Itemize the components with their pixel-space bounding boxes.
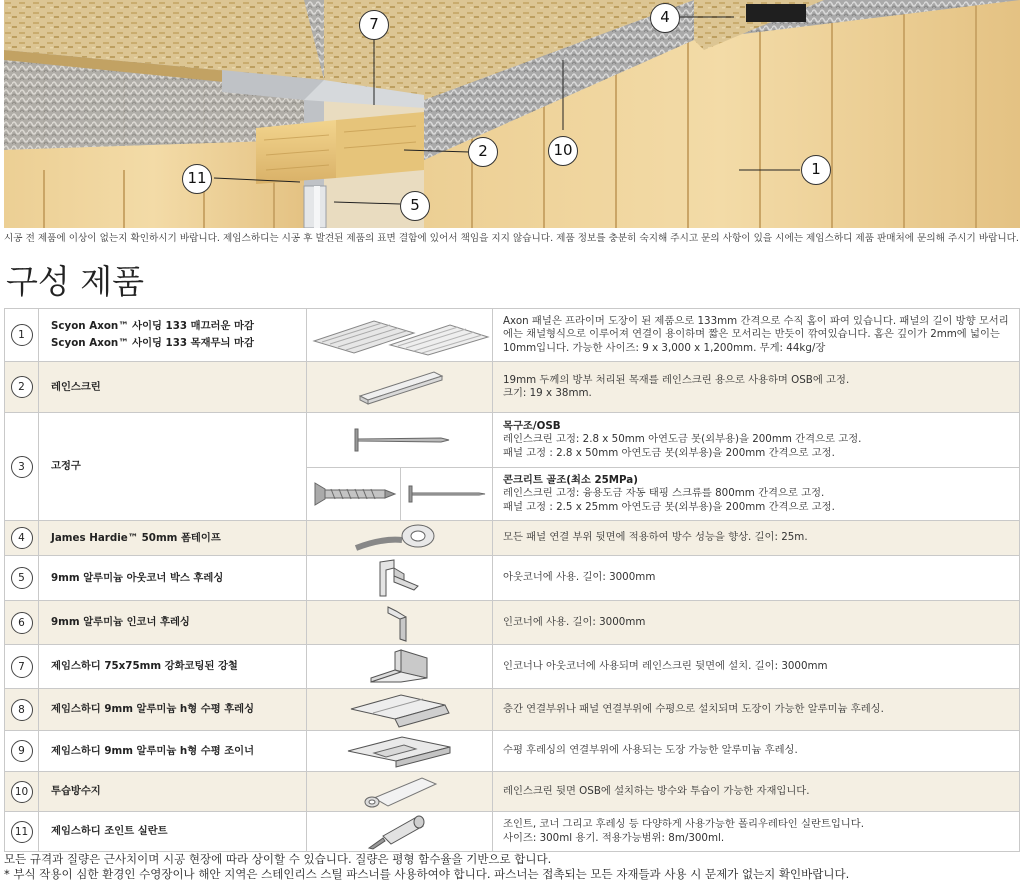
- product-description: 콘크리트 골조(최소 25MPa) 레인스크린 고정: 융용도금 자동 태핑 스크류를 800mm 간격으로 고정. 패널 고정 : 2.5 x 25mm 아연도금 못(외부용)을 200mm 간격으로 고정.: [493, 468, 1020, 521]
- footnote-corrosion: * 부식 작용이 심한 환경인 수영장이나 해안 지역은 스테인리스 스틸 파스너를 사용하여야 합니다. 파스너는 접촉되는 모든 자재들과 사용 시 문제가 없는지 확인바랍니다.: [4, 867, 850, 881]
- product-table: [4, 308, 1020, 852]
- table-row: [5, 731, 1020, 772]
- nail-icon: [345, 425, 455, 455]
- screw-icon: [311, 479, 397, 509]
- product-description: 19mm 두께의 방부 처리된 목재를 레인스크린 용으로 사용하며 OSB에 고정. 크기: 19 x 38mm.: [493, 362, 1020, 413]
- nail-icon: [405, 482, 489, 506]
- product-name: Scyon Axon™ 사이딩 133 매끄러운 마감 Scyon Axon™ 사이딩 133 목재무늬 마감: [39, 309, 307, 362]
- callout-11: 11: [182, 164, 212, 194]
- product-description: 수평 후레싱의 연결부위에 사용되는 도장 가능한 알루미늄 후레싱.: [493, 731, 1020, 772]
- callout-7: 7: [359, 10, 389, 40]
- table-row: [5, 601, 1020, 645]
- inside-corner-flashing-icon: [380, 603, 420, 643]
- item-number: 5: [11, 567, 33, 589]
- item-number: 1: [11, 324, 33, 346]
- callout-5: 5: [400, 191, 430, 221]
- footnote-approx: 모든 규격과 질량은 근사치이며 시공 현장에 따라 상이할 수 있습니다. 질량은 평형 함수율을 기반으로 합니다.: [4, 852, 552, 866]
- table-row: [5, 309, 1020, 362]
- wall-section-drawing: [4, 0, 1020, 228]
- product-name: 제임스하디 75x75mm 강화코팅된 강철: [39, 645, 307, 689]
- product-description: 레인스크린 뒷면 OSB에 설치하는 방수와 투습이 가능한 자재입니다.: [493, 772, 1020, 812]
- product-description: 층간 연결부위나 패널 연결부위에 수평으로 설치되며 도장이 가능한 알루미늄 후레싱.: [493, 689, 1020, 731]
- product-description: 조인트, 코너 그리고 후레싱 등 다양하게 사용가능한 폴리우레타인 실란트입니다. 사이즈: 300ml 용기. 적용가능범위: 8m/300ml.: [493, 812, 1020, 852]
- product-name: James Hardie™ 50mm 폼테이프: [39, 521, 307, 556]
- footnotes: [4, 852, 1020, 882]
- construction-illustration: [4, 0, 1020, 228]
- item-number: 6: [11, 612, 33, 634]
- product-name: 제임스하디 9mm 알루미늄 h형 수평 후레싱: [39, 689, 307, 731]
- product-description: 아웃코너에 사용. 길이: 3000mm: [493, 556, 1020, 601]
- callout-4: 4: [650, 3, 680, 33]
- membrane-roll-icon: [358, 774, 442, 810]
- product-description: 인코너에 사용. 길이: 3000mm: [493, 601, 1020, 645]
- rainscreen-batten-icon: [350, 366, 450, 408]
- item-number: 7: [11, 656, 33, 678]
- table-row: [5, 645, 1020, 689]
- product-name: 투습방수지: [39, 772, 307, 812]
- table-row: [5, 689, 1020, 731]
- h-flashing-icon: [345, 691, 455, 729]
- table-row: [5, 772, 1020, 812]
- table-row: [5, 362, 1020, 413]
- sealant-tube-icon: [365, 814, 435, 850]
- product-name: 제임스하디 9mm 알루미늄 h형 수평 조이너: [39, 731, 307, 772]
- siding-panels-icon: [310, 313, 490, 357]
- callout-10: 10: [548, 136, 578, 166]
- product-name: 고정구: [39, 413, 307, 521]
- table-row: [5, 521, 1020, 556]
- item-number: 10: [11, 781, 33, 803]
- item-number: 8: [11, 699, 33, 721]
- foam-tape-roll-icon: [352, 522, 448, 554]
- h-joiner-icon: [344, 733, 456, 769]
- item-number: 2: [11, 376, 33, 398]
- item-number: 11: [11, 821, 33, 843]
- item-number: 3: [11, 456, 33, 478]
- table-row: [5, 812, 1020, 852]
- table-row: [5, 413, 1020, 468]
- steel-angle-icon: [365, 648, 435, 686]
- product-description: 모든 패널 연결 부위 뒷면에 적용하여 방수 성능을 향상. 길이: 25m.: [493, 521, 1020, 556]
- item-number: 4: [11, 527, 33, 549]
- table-row: [5, 556, 1020, 601]
- callout-2: 2: [468, 137, 498, 167]
- product-name: 9mm 알루미늄 인코너 후레싱: [39, 601, 307, 645]
- section-title: 구성 제품: [6, 262, 145, 301]
- product-description: 목구조/OSB 레인스크린 고정: 2.8 x 50mm 아연도금 못(외부용)을 200mm 간격으로 고정. 패널 고정 : 2.8 x 50mm 아연도금 못(외부용)을 200mm 간격으로 고정.: [493, 413, 1020, 468]
- installation-notice: 시공 전 제품에 이상이 없는지 확인하시기 바랍니다. 제임스하디는 시공 후 발견된 제품의 표면 결함에 있어서 책임을 지지 않습니다. 제품 정보를 충분히 숙지해 주시고 문의 사항이 있을 시에는 제임스하디 제품 판매처에 문의해 주시기 바랍니다.: [4, 233, 1019, 244]
- product-name: 레인스크린: [39, 362, 307, 413]
- outside-corner-flashing-icon: [370, 558, 430, 598]
- product-description: Axon 패널은 프라이머 도장이 된 제품으로 133mm 간격으로 수직 홈이 파여 있습니다. 패널의 길이 방향 모서리에는 채널형식으로 이루어져 연결이 용이하며 짧은 모서리는 반듯이 깎여있습니다. 홈은 깊이가 2mm에 넓이는 10mm입니다. 가능한 사이즈: 9 x 3,000 x 1,200mm. 무게: 44kg/장: [493, 309, 1020, 362]
- product-description: 인코너나 아웃코너에 사용되며 레인스크린 뒷면에 설치. 길이: 3000mm: [493, 645, 1020, 689]
- product-name: 제임스하디 조인트 실란트: [39, 812, 307, 852]
- item-number: 9: [11, 740, 33, 762]
- callout-1: 1: [801, 155, 831, 185]
- product-name: 9mm 알루미늄 아웃코너 박스 후레싱: [39, 556, 307, 601]
